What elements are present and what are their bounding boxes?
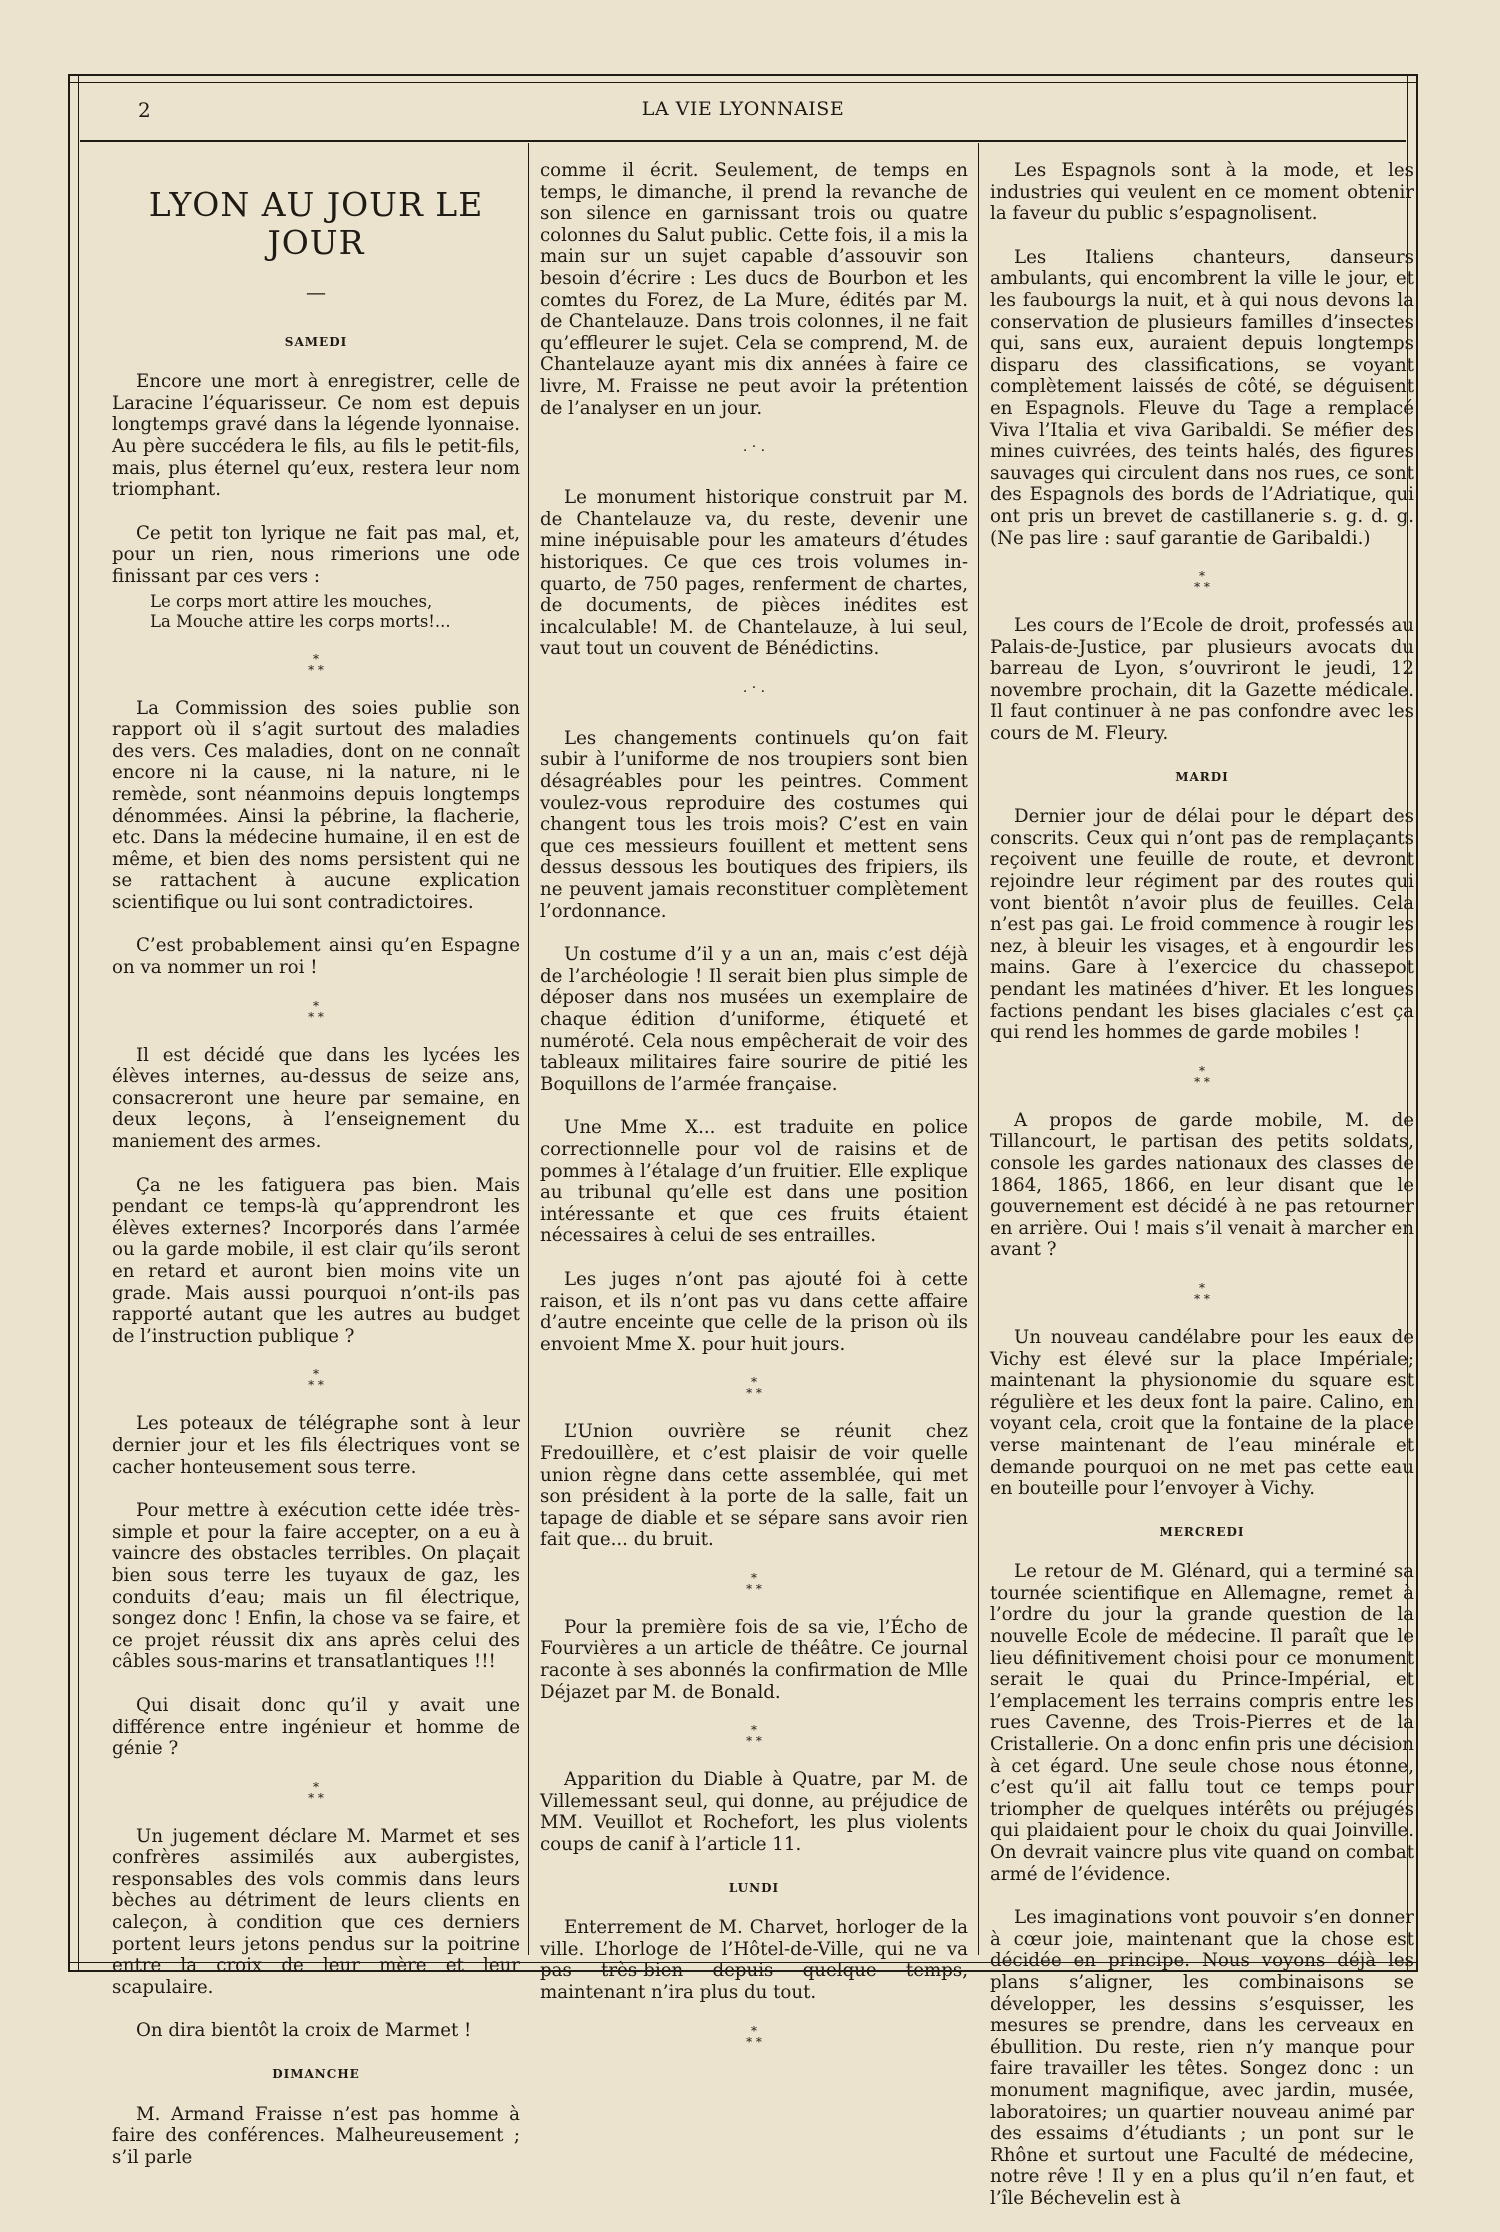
paragraph: Dernier jour de délai pour le départ des conscrits. Ceux qui n’ont pas de remplaçants reçoivent une feuille de route, et devront rejoindre leur régiment par des routes qui vont bientôt n’avoir plus de feuilles. Cela n’est pas gai. Le froid commence à rougir les nez, à bleuir les visages, et à engourdir les mains. Gare à l’exercice du chassepot pendant les matinées d’hiver. Et les longues factions pendant les bises glaciales c’est ça qui rend les hommes de garde mobiles ! [990, 806, 1414, 1044]
verse [112, 592, 520, 632]
column-rule-1 [528, 143, 529, 1955]
title-dash: — [306, 280, 326, 304]
column-2 [540, 160, 968, 2070]
paragraph: On dira bientôt la croix de Marmet ! [136, 2020, 472, 2042]
page-number: 2 [138, 98, 151, 122]
paragraph: Les imaginations vont pouvoir s’en donner à cœur joie, maintenant que la chose est décidée en principe. Nous voyons déjà les plans s’aligner, les combinaisons se développer, les dessins s’esquisser, les mesures se prendre, dans les cerveaux en ébullition. Du reste, rien n’y manque pour faire travailler les têtes. Songez donc : un monument magnifique, avec jardin, musée, laboratoires; un quartier nouveau animé par des essaims d’étudiants ; un pont sur le Rhône et surtout une Faculté de médecine, notre rêve ! Il y en a plus qu’il n’en faut, et l’île Béchevelin est à [990, 1907, 1414, 2209]
paragraph: Pour la première fois de sa vie, l’Écho de Fourvières a un article de théâtre. Ce journal raconte à ses abonnés la confirmation de Mlle Déjazet par M. de Bonald. [540, 1616, 968, 1703]
asterism: * * * [1194, 569, 1210, 595]
paragraph: comme il écrit. Seulement, de temps en temps, le dimanche, il prend la revanche de son silence en garnissant trois ou quatre colonnes du Salut public. Cette fois, il a mis la main sur un sujet capable d’assouvir son besoin d’écrire : Les ducs de Bourbon et les comtes du Forez, de La Mure, édités par M. de Chantelauze. Dans trois colonnes, il ne fait qu’effleurer le sujet. Cela se comprend, M. de Chantelauze ayant mis dix années à faire ce livre, M. Fraisse ne peut avoir la prétention de l’analyser en un jour. [540, 160, 968, 419]
day-heading-lundi: LUNDI [728, 1880, 780, 1895]
paragraph: Un jugement déclare M. Marmet et ses confrères assimilés aux aubergistes, responsables des vols commis dans leurs bèches au détriment de leurs clients en caleçon, à condition que ces derniers portent leurs jetons pendus sur la poitrine entre la croix de leur mère et leur scapulaire. [112, 1825, 520, 1998]
frame-rule-top [68, 74, 1418, 76]
verse-line: La Mouche attire les corps morts!... [150, 611, 451, 631]
page-header [80, 92, 1406, 134]
asterism: * * * [308, 998, 324, 1024]
paragraph: M. Armand Fraisse n’est pas homme à faire des conférences. Malheureusement ; s’il parle [112, 2103, 520, 2168]
verse-line: Le corps mort attire les mouches, [150, 591, 433, 611]
paragraph: Le monument historique construit par M. de Chantelauze va, du reste, devenir une mine inépuisable pour les amateurs d’études historiques. Ce que ces trois volumes in-quarto, de 750 pages, renferment de chartes, de documents, de pièces inédites est incalculable! M. de Chantelauze, à lui seul, vaut tout un couvent de Bénédictins. [540, 487, 968, 660]
asterism: * * * [746, 1570, 762, 1596]
paragraph: La Commission des soies publie son rapport où il s’agit surtout des maladies des vers. Ces maladies, dont on ne connaît encore ni la cause, ni la nature, ni le remède, sont néanmoins depuis longtemps dénommées. Ainsi la pébrine, la flacherie, etc. Dans la médecine humaine, il en est de même, et bien des noms persistent qui ne se rattachent à aucune explication scientifique ou lui sont contradictoires. [112, 697, 520, 913]
column-rule-2 [978, 143, 979, 1955]
paragraph: Il est décidé que dans les lycées les élèves internes, au-dessus de seize ans, consacreront une heure par semaine, en deux leçons, à l’enseignement du maniement des armes. [112, 1044, 520, 1153]
section-dots: . · . [742, 439, 766, 456]
asterism: * * * [746, 2023, 762, 2049]
paragraph: Pour mettre à exécution cette idée très-simple et pour la faire accepter, on a eu à vaincre des obstacles terribles. On plaçait bien sous terre les tuyaux de gaz, les conduits d’eau; mais un fil électrique, songez donc ! Enfin, la chose va se faire, et ce projet réussit dix ans après celui des câbles sous-marins et transatlantiques !!! [112, 1500, 520, 1673]
asterism: * * * [746, 1375, 762, 1401]
frame-rule-left [68, 74, 79, 1972]
section-dots: . · . [742, 679, 766, 696]
paragraph: Encore une mort à enregistrer, celle de Laracine l’équarisseur. Ce nom est depuis longtemps gravé dans la légende lyonnaise. Au père succédera le fils, au fils le petit-fils, mais, plus éternel qu’eux, restera leur nom triomphant. [112, 371, 520, 501]
paragraph: Ce petit ton lyrique ne fait pas mal, et, pour un rien, nous rimerions une ode finissant par ces vers : [112, 522, 520, 587]
paragraph: Un costume d’il y a un an, mais c’est déjà de l’archéologie ! Il serait bien plus simple de déposer dans nos musées un exemplaire de chaque édition d’uniforme, étiqueté et numéroté. Cela nous empêcherait de voir des tableaux militaires faire sourire de pitié les Boquillons de l’armée française. [540, 944, 968, 1095]
frame-rule-top-inner [68, 82, 1418, 83]
paragraph: C’est probablement ainsi qu’en Espagne on va nommer un roi ! [112, 935, 520, 979]
asterism: * * * [1194, 1063, 1210, 1089]
paragraph: L’Union ouvrière se réunit chez Fredouillère, et c’est plaisir de voir quelle union règne dans cette assemblée, qui met son président à la porte de la salle, fait un tapage de diable et se sépare sans avoir rien fait que... du bruit. [540, 1421, 968, 1551]
column-3 [990, 160, 1414, 2232]
asterism: * * * [308, 1779, 324, 1805]
asterism: * * * [746, 1723, 762, 1749]
paragraph: Les cours de l’Ecole de droit, professés au Palais-de-Justice, par plusieurs avocats du barreau de Lyon, s’ouvriront le jeudi, 12 novembre prochain, dit la Gazette médicale. Il faut continuer à ne pas confondre avec les cours de M. Fleury. [990, 615, 1414, 745]
paragraph: Enterrement de M. Charvet, horloger de la ville. L’horloge de l’Hôtel-de-Ville, qui ne va pas très-bien depuis quelque temps, maintenant n’ira plus du tout. [540, 1917, 968, 2003]
paragraph: Ça ne les fatiguera pas bien. Mais pendant ce temps-là qu’apprendront les élèves externes? Incorporés dans l’armée ou la garde mobile, il est clair qu’ils seront en retard et auront bien moins vite un grade. Mais aussi pourquoi n’ont-ils pas rapporté autant que les autres au budget de l’instruction publique ? [112, 1174, 520, 1347]
paragraph: Les poteaux de télégraphe sont à leur dernier jour et les fils électriques vont se cacher honteusement sous terre. [112, 1413, 520, 1478]
column-1 [112, 160, 520, 2190]
paragraph: Les Italiens chanteurs, danseurs ambulants, qui encombrent la ville le jour, et les faubourgs la nuit, et à qui nous devons la conservation de plusieurs familles d’insectes qui, sans eux, auraient depuis longtemps disparu des classifications, se voyant complètement laissés de côté, se déguisent en Espagnols. Fleuve du Tage a remplacé Viva l’Italia et viva Garibaldi. Se méfier des mines cuivrées, des teints halés, des figures sauvages qui circulent dans nos rues, ce sont des Espagnols des bords de l’Adriatique, qui ont pris un brevet de castillanerie s. g. d. g. (Ne pas lire : sauf garantie de Garibaldi.) [990, 246, 1414, 549]
day-heading-samedi: SAMEDI [284, 334, 348, 349]
asterism: * * * [308, 651, 324, 677]
asterism: * * * [308, 1367, 324, 1393]
day-heading-mercredi: MERCREDI [1159, 1524, 1245, 1539]
paragraph: Qui disait donc qu’il y avait une différence entre ingénieur et homme de génie ? [112, 1694, 520, 1760]
day-heading-dimanche: DIMANCHE [272, 2067, 360, 2082]
paragraph: Un nouveau candélabre pour les eaux de Vichy est élevé sur la place Impériale; maintenant la physionomie du square est régulière et les deux font la paire. Calino, en voyant cela, croit que la fontaine de la place verse maintenant de l’eau minérale et demande pourquoi on ne met pas cette eau en bouteille pour l’envoyer à Vichy. [990, 1326, 1414, 1500]
article-title: LYON AU JOUR LE JOUR [148, 185, 484, 262]
paragraph: Apparition du Diable à Quatre, par M. de Villemessant seul, qui donne, au préjudice de MM. Veuillot et Rochefort, les plus violents coups de canif à l’article 11. [540, 1769, 968, 1856]
paragraph: Les juges n’ont pas ajouté foi à cette raison, et ils n’ont pas vu dans cette affaire d’autre enceinte que celle de la prison où ils envoient Mme X. pour huit jours. [540, 1268, 968, 1355]
paragraph: A propos de garde mobile, M. de Tillancourt, le partisan des petits soldats, console les gardes nationaux des classes de 1864, 1865, 1866, en leur disant que le gouvernement est décidé à ne pas retourner en arrière. Oui ! mais s’il venait à marcher en avant ? [990, 1109, 1414, 1261]
asterism: * * * [1194, 1280, 1210, 1306]
paragraph: Les Espagnols sont à la mode, et les industries qui veulent en ce moment obtenir la faveur du public s’espagnolisent. [990, 160, 1414, 225]
paragraph: Une Mme X... est traduite en police correctionnelle pour vol de raisins et de pommes à l’étalage d’un fruitier. Elle explique au tribunal qu’elle est dans une position intéressante et que ces fruits étaient nécessaires à celui de ses entrailles. [540, 1117, 968, 1247]
header-rule [80, 140, 1406, 142]
paragraph: Les changements continuels qu’on fait subir à l’uniforme de nos troupiers sont bien désagréables pour les peintres. Comment voulez-vous reproduire des costumes qui changent tous les trois mois? C’est en vain que ces messieurs fouillent et mettent sens dessus dessous les boutiques des fripiers, ils ne peuvent jamais reconstituer complètement l’ordonnance. [540, 727, 968, 922]
day-heading-mardi: MARDI [1175, 769, 1229, 784]
running-title: LA VIE LYONNAISE [641, 98, 845, 120]
paragraph: Le retour de M. Glénard, qui a terminé sa tournée scientifique en Allemagne, remet à l’ordre du jour la grande question de la nouvelle Ecole de médecine. Il paraît que le lieu définitivement choisi pour ce monument serait le quai du Prince-Impérial, et l’emplacement les terrains compris entre les rues Cavenne, des Trois-Pierres et de la Cristallerie. On a donc enfin pris une décision à cet égard. Une seule chose nous étonne, c’est qu’il ait fallu tout ce temps pour triompher de quelques intérêts ou préjugés qui plaidaient pour le choix du quai Joinville. On devrait vaincre plus vite quand on combat armé de l’évidence. [990, 1561, 1415, 1885]
